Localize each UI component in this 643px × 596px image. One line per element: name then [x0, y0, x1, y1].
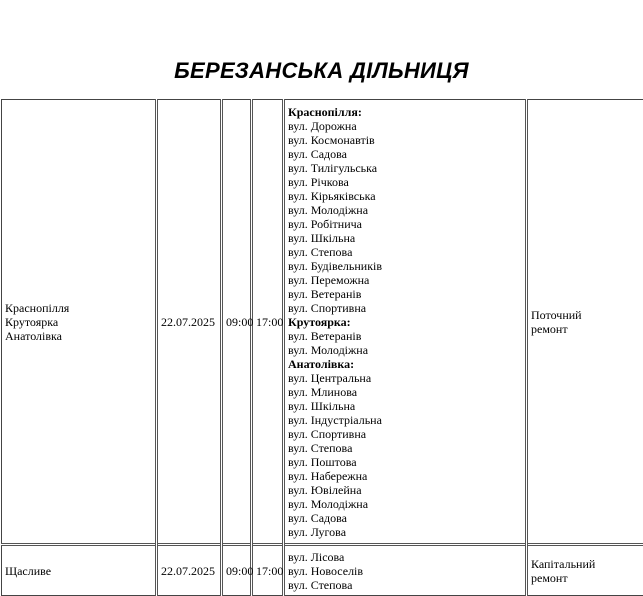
- date-cell: 22.07.2025: [157, 545, 222, 596]
- street-item: вул. Степова: [288, 441, 522, 455]
- street-item: вул. Річкова: [288, 175, 522, 189]
- street-item: вул. Ветеранів: [288, 287, 522, 301]
- outage-schedule-table: [1, 99, 643, 596]
- street-item: вул. Кірьяківська: [288, 189, 522, 203]
- work-type-text: ремонт: [531, 322, 640, 336]
- street-item: вул. Степова: [288, 245, 522, 259]
- street-item: вул. Млинова: [288, 385, 522, 399]
- street-item: вул. Дорожна: [288, 119, 522, 133]
- street-item: вул. Ювілейна: [288, 483, 522, 497]
- street-item: вул. Лісова: [288, 550, 522, 564]
- work-type-cell: [527, 100, 643, 545]
- street-item: вул. Спортивна: [288, 427, 522, 441]
- street-item: вул. Молодіжна: [288, 203, 522, 217]
- work-type-cell: [527, 545, 643, 596]
- table-body: [2, 100, 643, 596]
- settlement-group-heading: Анатолівка:: [288, 357, 522, 371]
- street-item: вул. Садова: [288, 511, 522, 525]
- settlement-group-heading: Краснопілля:: [288, 105, 522, 119]
- street-item: вул. Набережна: [288, 469, 522, 483]
- settlements-cell: [2, 100, 157, 545]
- street-item: вул. Ветеранів: [288, 329, 522, 343]
- street-item: вул. Поштова: [288, 455, 522, 469]
- street-item: вул. Переможна: [288, 273, 522, 287]
- street-item: вул. Молодіжна: [288, 343, 522, 357]
- page-title: БЕРЕЗАНСЬКА ДІЛЬНИЦЯ: [0, 56, 643, 86]
- street-item: вул. Шкільна: [288, 231, 522, 245]
- street-item: вул. Будівельників: [288, 259, 522, 273]
- work-type-text: Поточний: [531, 308, 640, 322]
- street-item: вул. Лугова: [288, 525, 522, 539]
- work-type-text: ремонт: [531, 571, 640, 585]
- date-cell: 22.07.2025: [157, 100, 222, 545]
- street-item: вул. Тилігульська: [288, 161, 522, 175]
- street-item: вул. Садова: [288, 147, 522, 161]
- street-item: вул. Степова: [288, 578, 522, 592]
- settlement-name: Анатолівка: [5, 329, 152, 343]
- table-row: [2, 545, 643, 596]
- streets-cell: [284, 545, 527, 596]
- start-time-cell: 09:00: [222, 545, 252, 596]
- work-type-text: Капітальний: [531, 557, 640, 571]
- end-time-cell: 17:00: [252, 545, 284, 596]
- settlement-name: Краснопілля: [5, 301, 152, 315]
- settlement-group-heading: Крутоярка:: [288, 315, 522, 329]
- table-row: [2, 100, 643, 545]
- street-item: вул. Робітнича: [288, 217, 522, 231]
- end-time-cell: 17:00: [252, 100, 284, 545]
- streets-cell: [284, 100, 527, 545]
- street-item: вул. Новоселів: [288, 564, 522, 578]
- street-item: вул. Спортивна: [288, 301, 522, 315]
- settlement-name: Щасливе: [5, 564, 152, 578]
- settlements-cell: [2, 545, 157, 596]
- street-item: вул. Шкільна: [288, 399, 522, 413]
- street-item: вул. Центральна: [288, 371, 522, 385]
- street-item: вул. Індустріальна: [288, 413, 522, 427]
- street-item: вул. Молодіжна: [288, 497, 522, 511]
- settlement-name: Крутоярка: [5, 315, 152, 329]
- start-time-cell: 09:00: [222, 100, 252, 545]
- street-item: вул. Космонавтів: [288, 133, 522, 147]
